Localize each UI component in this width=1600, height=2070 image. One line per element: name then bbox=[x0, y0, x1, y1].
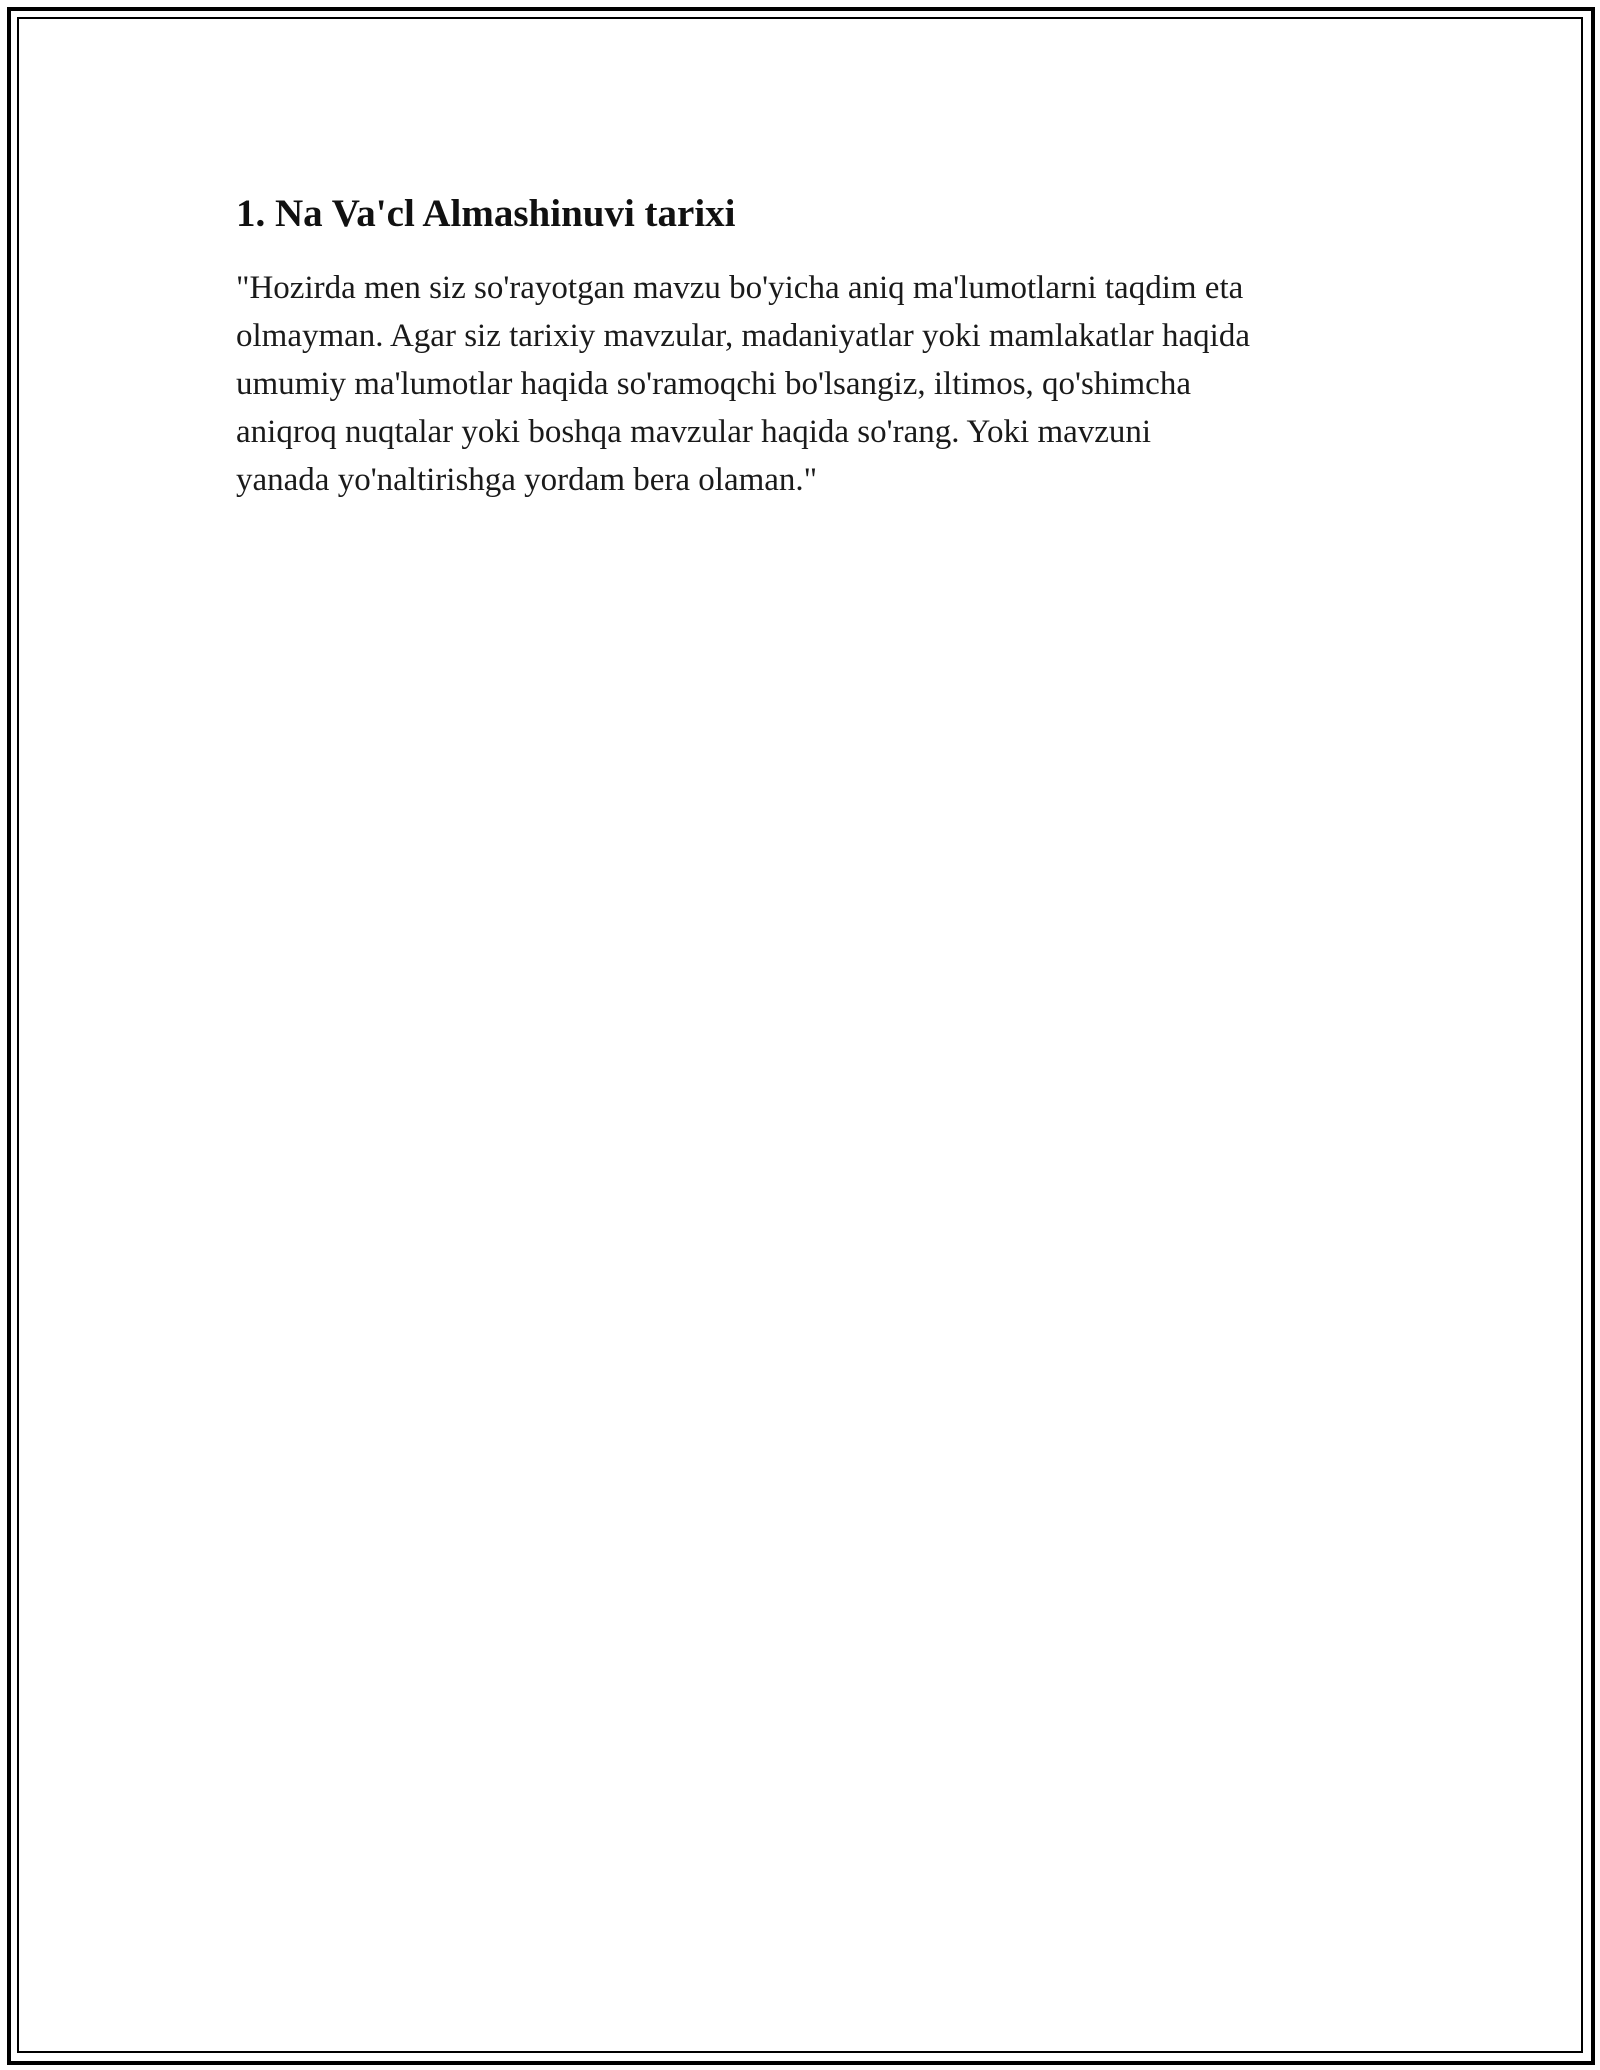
section-paragraph bbox=[236, 264, 1396, 504]
paragraph-line: "Hozirda men siz so'rayotgan mavzu bo'yicha aniq ma'lumotlarni taqdim eta bbox=[236, 270, 1244, 306]
document-content bbox=[236, 186, 1396, 504]
paragraph-line: olmayman. Agar siz tarixiy mavzular, madaniyatlar yoki mamlakatlar haqida bbox=[236, 318, 1250, 354]
paragraph-line: aniqroq nuqtalar yoki boshqa mavzular haqida so'rang. Yoki mavzuni bbox=[236, 414, 1152, 450]
paragraph-line: umumiy ma'lumotlar haqida so'ramoqchi bo'lsangiz, iltimos, qo'shimcha bbox=[236, 366, 1191, 402]
section-heading: 1. Na Va'cl Almashinuvi tarixi bbox=[236, 192, 736, 235]
paragraph-line: yanada yo'naltirishga yordam bera olaman." bbox=[236, 462, 818, 498]
